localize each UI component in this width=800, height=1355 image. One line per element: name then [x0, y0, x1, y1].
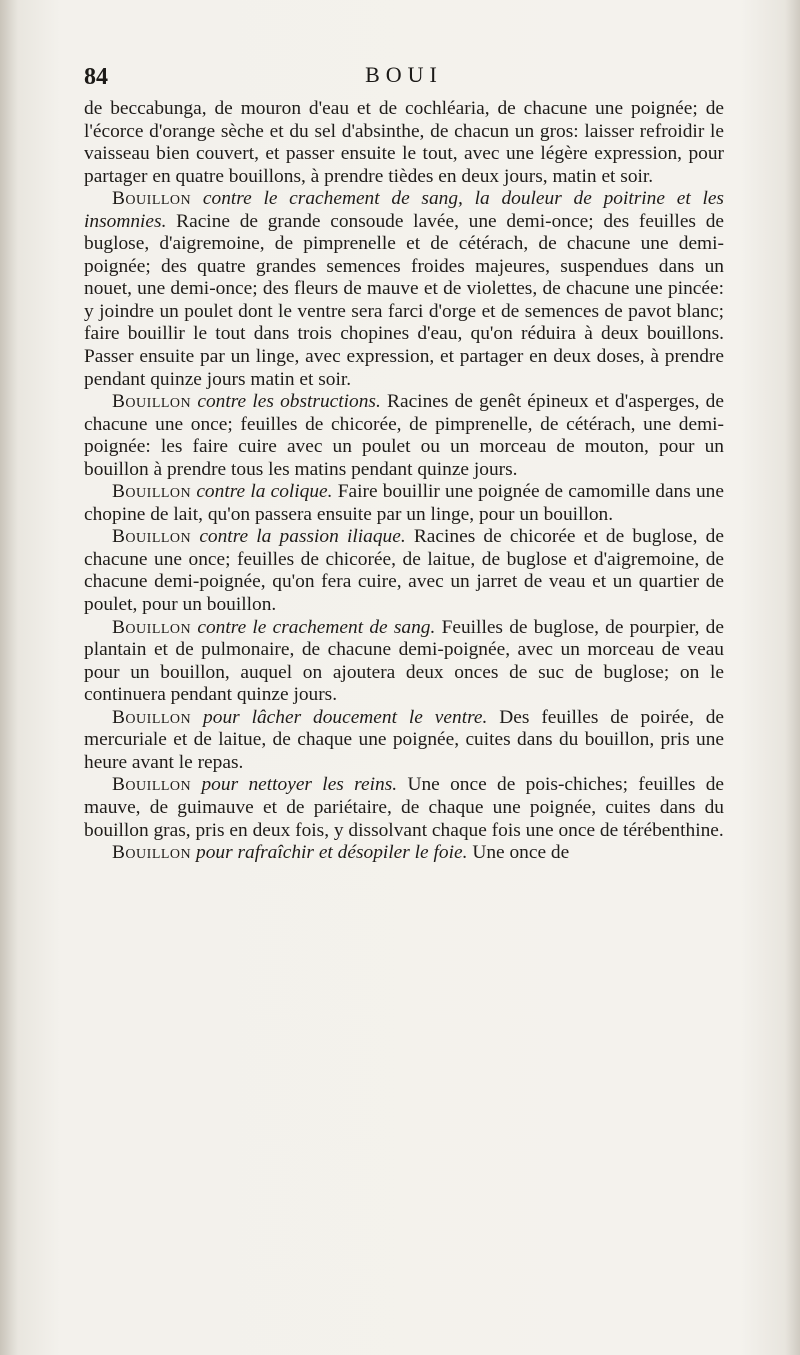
page-number: 84: [84, 64, 108, 90]
entry-paragraph: [84, 617, 724, 707]
entry-title: pour rafraîchir et désopiler le foie.: [196, 842, 468, 864]
entry-text: Une once de: [472, 842, 570, 864]
entry-text: Racines de genêt épineux et d'asperges, de chacune une once; feuilles de chicorée, de pimprenelle, de cétérach, une demi-poignée: les faire cuire avec un poulet ou un morceau de mouton, pour un bouillon à prendre tous les matins pendant quinze jours.: [84, 391, 724, 480]
entry-paragraph: [84, 188, 724, 391]
entry-text: Racines de chicorée et de buglose, de chacune une once; feuilles de chicorée, de laitue, de buglose et d'aigremoine, de chacune demi-poignée, qu'on fera cuire, avec un jarret de veau et un quartier de poulet, pour un bouillon.: [84, 526, 724, 616]
entry-head: Bouillon: [112, 481, 192, 503]
entry-text: Feuilles de buglose, de pourpier, de plantain et de pulmonaire, de chacune demi-poignée, avec un morceau de veau pour un bouillon, auquel on ajoutera deux onces de suc de buglose; on le continuera pendant quinze jours.: [84, 616, 724, 706]
entry-paragraph: [84, 707, 724, 775]
entry-paragraph: [84, 526, 724, 616]
entry-title: contre la colique.: [196, 481, 333, 503]
running-head: BOUI: [365, 62, 443, 87]
entry-paragraph: [84, 774, 724, 842]
page-header: [84, 62, 724, 96]
entry-title: contre le crachement de sang.: [197, 616, 436, 638]
entry-paragraph: [84, 481, 724, 526]
entry-head: Bouillon: [112, 774, 192, 796]
paragraph-text: de beccabunga, de mouron d'eau et de cochléaria, de chacune une poignée; de l'écorce d'orange sèche et du sel d'absinthe, de chacun un gros: laisser refroidir le vaisseau bien couvert, et passer ensuite le tout, avec une légère expression, pour partager en quatre bouillons, à prendre tièdes en deux jours, matin et soir.: [84, 98, 724, 187]
entry-title: contre les obstructions.: [197, 391, 381, 413]
entry-head: Bouillon: [112, 706, 192, 728]
entry-head: Bouillon: [112, 616, 192, 638]
entry-title: pour nettoyer les reins.: [201, 774, 398, 796]
paragraph-continuation: [84, 98, 724, 188]
entry-text: Faire bouillir une poignée de camomille dans une chopine de lait, qu'on passera ensuite par un linge, pour un bouillon.: [84, 481, 724, 525]
entry-title: contre le crachement de sang, la douleur de poitrine et les insomnies.: [84, 188, 724, 232]
entry-head: Bouillon: [112, 842, 192, 864]
entry-head: Bouillon: [112, 391, 192, 413]
entry-text: Racine de grande consoude lavée, une demi-once; des feuilles de buglose, d'aigremoine, de pimprenelle et de cétérach, de chacune une demi-poignée; des quatre grandes semences froides majeures, suspendues dans un nouet, une demi-once; des fleurs de mauve et de violettes, de chacune une pincée: y joindre un poulet dont le ventre sera farci d'orge et de semences de pavot blanc; faire bouillir le tout dans trois chopines d'eau, qu'on réduira à deux bouillons. Passer ensuite par un linge, avec expression, et partager en deux doses, à prendre pendant quinze jours matin et soir.: [84, 210, 724, 390]
entry-paragraph: [84, 842, 724, 865]
entry-title: contre la passion iliaque.: [199, 526, 406, 548]
entry-paragraph: [84, 391, 724, 481]
page-body: [84, 98, 724, 865]
entry-head: Bouillon: [112, 526, 192, 548]
entry-text: Des feuilles de poirée, de mercuriale et de laitue, de chaque une poignée, cuites dans du bouillon, pris une heure avant le repas.: [84, 706, 724, 773]
entry-head: Bouillon: [112, 188, 192, 210]
entry-text: Une once de pois-chiches; feuilles de mauve, de guimauve et de pariétaire, de chaque une poignée, cuites dans du bouillon gras, pris en deux fois, y dissolvant chaque fois une once de térébenthine.: [84, 774, 724, 841]
entry-title: pour lâcher doucement le ventre.: [203, 706, 488, 728]
